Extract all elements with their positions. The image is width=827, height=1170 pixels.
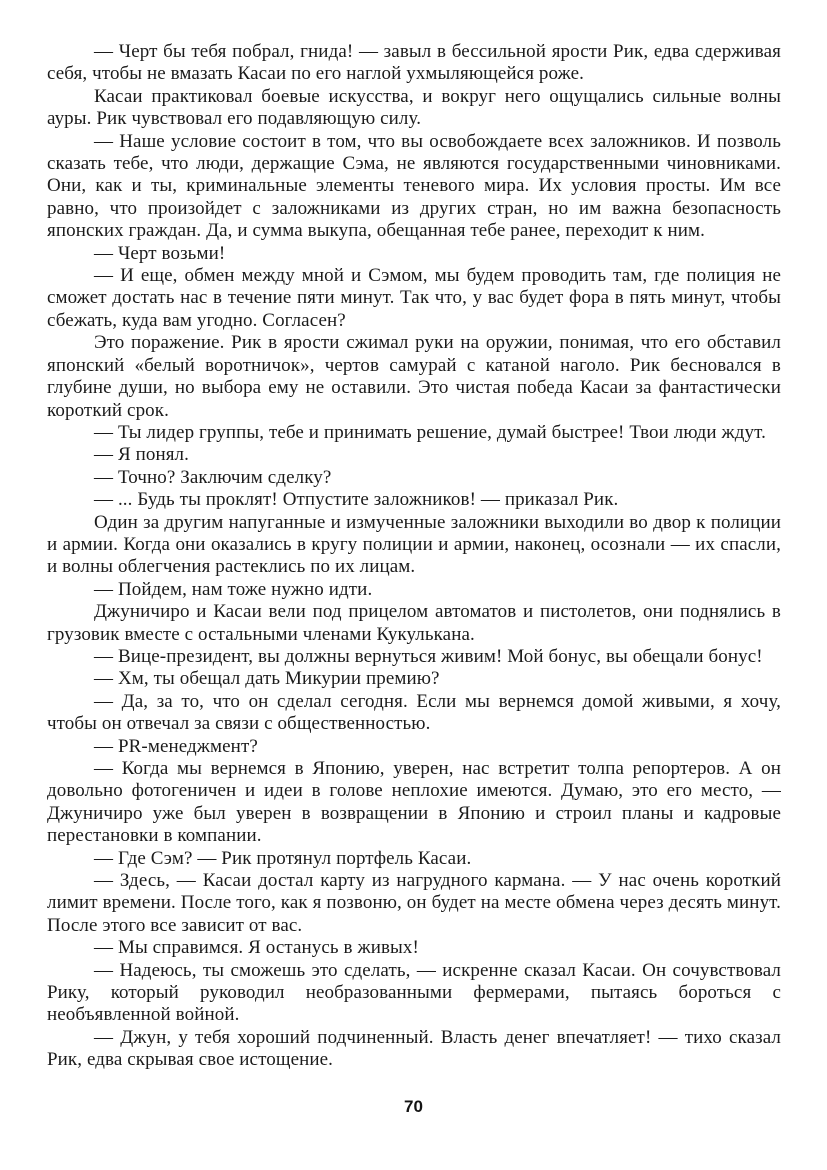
paragraph: — И еще, обмен между мной и Сэмом, мы будем проводить там, где полиция не сможет достать нас в течение пяти минут. Так что, у вас будет фора в пять минут, чтобы сбежать, куда вам угодно. Согласен?: [47, 265, 781, 331]
paragraph: Один за другим напуганные и измученные заложники выходили во двор к полиции и армии. Когда они оказались в кругу полиции и армии, наконец, осознали — их спасли, и волны облегчения растеклись по их лицам.: [47, 511, 781, 578]
page-text: [47, 41, 781, 1072]
paragraph: — Пойдем, нам тоже нужно идти.: [94, 578, 373, 600]
paragraph: — Да, за то, что он сделал сегодня. Если мы вернемся домой живыми, я хочу, чтобы он отвечал за связи с общественностью.: [47, 690, 781, 735]
paragraph: — Мы справимся. Я останусь в живых!: [94, 937, 419, 959]
paragraph: — Надеюсь, ты сможешь это сделать, — искренне сказал Касаи. Он сочувствовал Рику, который руководил необразованными фермерами, пытаясь бороться с необъявленной войной.: [47, 959, 781, 1026]
page-number: 70: [404, 1097, 423, 1116]
paragraph: — PR-менеджмент?: [94, 735, 258, 757]
paragraph: — Наше условие состоит в том, что вы освобождаете всех заложников. И позволь сказать тебе, что люди, держащие Сэма, не являются государственными чиновниками. Они, как и ты, криминальные элементы теневого мира. Их условия просты. Им все равно, что произойдет с заложниками из других стран, но им важна безопасность японских граждан. Да, и сумма выкупа, обещанная тебе ранее, переходит к ним.: [47, 130, 781, 242]
paragraph: — ... Будь ты проклят! Отпустите заложников! — приказал Рик.: [94, 489, 619, 511]
paragraph: — Где Сэм? — Рик протянул портфель Касаи.: [94, 847, 472, 869]
paragraph: — Черт возьми!: [94, 242, 226, 264]
paragraph: Джуничиро и Касаи вели под прицелом автоматов и пистолетов, они поднялись в грузовик вместе с остальными членами Кукулькана.: [47, 601, 781, 645]
paragraph: — Ты лидер группы, тебе и принимать решение, думай быстрее! Твои люди ждут.: [94, 421, 766, 443]
paragraph: — Когда мы вернемся в Японию, уверен, нас встретит толпа репортеров. А он довольно фотогеничен и идеи в голове неплохие имеются. Думаю, это его место, — Джуничиро уже был уверен в возвращении в Японию и строил планы и кадровые перестановки в компании.: [47, 758, 781, 847]
paragraph: Это поражение. Рик в ярости сжимал руки на оружии, понимая, что его обставил японский «белый воротничок», чертов самурай с катаной наголо. Рик бесновался в глубине души, но выбора ему не оставили. Это чистая победа Касаи за фантастически короткий срок.: [47, 332, 781, 421]
paragraph: — Хм, ты обещал дать Микурии премию?: [94, 668, 440, 690]
paragraph: — Я понял.: [94, 444, 189, 466]
paragraph: — Здесь, — Касаи достал карту из нагрудного кармана. — У нас очень короткий лимит времени. После того, как я позвоню, он будет на месте обмена через десять минут. После этого все зависит от вас.: [47, 870, 781, 936]
paragraph: Касаи практиковал боевые искусства, и вокруг него ощущались сильные волны ауры. Рик чувствовал его подавляющую силу.: [47, 85, 781, 130]
paragraph: — Джун, у тебя хороший подчиненный. Власть денег впечатляет! — тихо сказал Рик, едва скрывая свое истощение.: [47, 1026, 781, 1071]
paragraph: — Вице-президент, вы должны вернуться живим! Мой бонус, вы обещали бонус!: [94, 645, 763, 667]
paragraph: — Точно? Заключим сделку?: [94, 466, 332, 488]
paragraph: — Черт бы тебя побрал, гнида! — завыл в бессильной ярости Рик, едва сдерживая себя, чтобы не вмазать Касаи по его наглой ухмыляющейся роже.: [47, 41, 781, 85]
